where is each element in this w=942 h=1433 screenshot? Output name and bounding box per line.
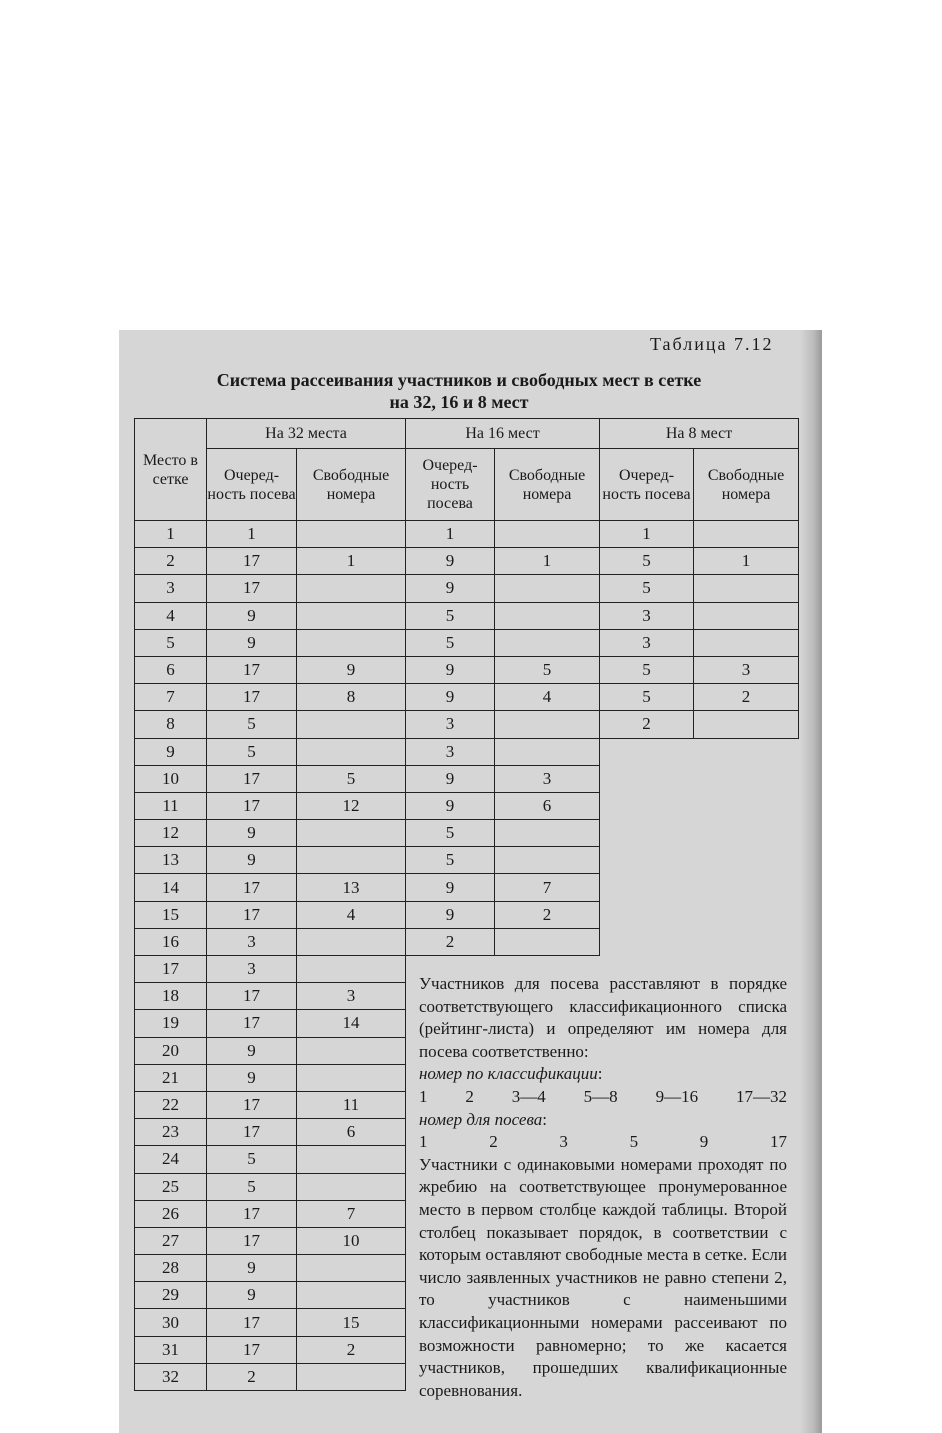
table-row [135, 765, 799, 792]
table-cell: 3 [406, 738, 495, 765]
table-cell: 17 [207, 1227, 297, 1254]
table-row [135, 629, 799, 656]
place-cell: 31 [135, 1336, 207, 1363]
place-cell: 27 [135, 1227, 207, 1254]
table-row [135, 847, 799, 874]
table-cell: 9 [297, 656, 406, 683]
table-cell [495, 820, 600, 847]
header-seed-32: Очеред- ность посева [207, 449, 297, 521]
place-cell: 19 [135, 1010, 207, 1037]
empty-area [600, 847, 799, 874]
place-cell: 6 [135, 656, 207, 683]
table-title-line1: Система рассеивания участников и свободных мест в сетке [216, 370, 702, 390]
table-cell: 9 [406, 575, 495, 602]
table-cell: 3 [406, 711, 495, 738]
table-cell [495, 629, 600, 656]
table-cell: 9 [207, 1255, 297, 1282]
table-cell: 17 [207, 656, 297, 683]
table-cell [297, 956, 406, 983]
table-row [135, 738, 799, 765]
table-cell: 9 [207, 629, 297, 656]
table-cell: 17 [207, 1119, 297, 1146]
table-cell: 14 [297, 1010, 406, 1037]
empty-area [600, 765, 799, 792]
table-cell: 17 [207, 874, 297, 901]
table-cell: 17 [207, 684, 297, 711]
table-row [135, 548, 799, 575]
table-cell: 3 [600, 602, 694, 629]
seed-number-values [419, 1131, 787, 1154]
table-cell [694, 711, 799, 738]
table-cell: 5 [406, 629, 495, 656]
table-cell: 5 [406, 820, 495, 847]
table-cell [495, 575, 600, 602]
table-row [135, 684, 799, 711]
header-group-8: На 8 мест [600, 419, 799, 449]
table-cell [694, 602, 799, 629]
table-cell: 17 [207, 548, 297, 575]
empty-area [600, 820, 799, 847]
table-cell: 17 [207, 901, 297, 928]
table-title-line2: на 32, 16 и 8 мест [389, 392, 529, 412]
table-cell [694, 575, 799, 602]
header-place: Место в сетке [135, 419, 207, 521]
table-cell: 9 [207, 1037, 297, 1064]
empty-area [600, 874, 799, 901]
table-cell: 9 [207, 820, 297, 847]
table-cell [297, 847, 406, 874]
place-cell: 3 [135, 575, 207, 602]
table-row [135, 928, 799, 955]
table-cell [297, 1255, 406, 1282]
class-number-value: 17—32 [735, 1086, 787, 1106]
table-cell [297, 711, 406, 738]
table-cell [297, 575, 406, 602]
table-cell: 5 [600, 575, 694, 602]
table-cell: 9 [406, 548, 495, 575]
class-number-value: 2 [465, 1086, 474, 1106]
table-cell: 6 [297, 1119, 406, 1146]
table-cell [694, 521, 799, 548]
table-cell: 4 [495, 684, 600, 711]
table-cell: 9 [207, 847, 297, 874]
table-cell: 5 [207, 1173, 297, 1200]
table-cell: 5 [207, 1146, 297, 1173]
seed-number-label: номер для посева [419, 1109, 543, 1129]
header-free-32: Свободные номера [297, 449, 406, 521]
place-cell: 26 [135, 1200, 207, 1227]
table-cell: 12 [297, 792, 406, 819]
table-row [135, 575, 799, 602]
place-cell: 15 [135, 901, 207, 928]
seed-number-value: 1 [419, 1132, 428, 1152]
seed-number-value: 2 [489, 1132, 498, 1152]
class-number-values [419, 1086, 787, 1109]
table-cell: 9 [406, 684, 495, 711]
table-cell [297, 820, 406, 847]
seed-number-value: 5 [629, 1132, 639, 1152]
table-cell: 5 [406, 602, 495, 629]
table-cell: 2 [207, 1363, 297, 1390]
empty-area [600, 928, 799, 955]
table-cell [495, 602, 600, 629]
place-cell: 10 [135, 765, 207, 792]
place-cell: 30 [135, 1309, 207, 1336]
table-cell: 2 [694, 684, 799, 711]
table-cell: 5 [495, 656, 600, 683]
binding-shadow [800, 330, 822, 1433]
table-cell: 2 [600, 711, 694, 738]
table-cell: 17 [207, 792, 297, 819]
place-cell: 14 [135, 874, 207, 901]
class-number-value: 3—4 [511, 1086, 546, 1106]
header-seed-8: Очеред- ность посева [600, 449, 694, 521]
table-cell [694, 629, 799, 656]
table-cell [297, 1037, 406, 1064]
note-body: Участники с одинаковыми номерами проходят по жребию на соответствующее пронумерованное место в первом столбце каждой таблицы. Второй столбец показывает порядок, в соответствии с которым оставляют свободные места в сетке. Если число заявленных участников не равно степени 2, то участников с наименьшими классификационными номерами рассеивают по возможности равномерно; то же касается участников, прошедших квалификационные соревнования. [419, 1154, 787, 1400]
place-cell: 28 [135, 1255, 207, 1282]
table-row [135, 602, 799, 629]
seed-number-value: 3 [559, 1132, 568, 1152]
place-cell: 20 [135, 1037, 207, 1064]
scanned-page [119, 330, 822, 1433]
class-number-label: номер по классификации [419, 1064, 598, 1084]
table-cell: 9 [207, 602, 297, 629]
seed-number-value: 9 [699, 1132, 709, 1152]
place-cell: 22 [135, 1091, 207, 1118]
place-cell: 16 [135, 928, 207, 955]
table-cell: 3 [600, 629, 694, 656]
table-row [135, 656, 799, 683]
table-cell: 1 [600, 521, 694, 548]
table-cell: 17 [207, 1336, 297, 1363]
table-cell: 3 [297, 983, 406, 1010]
table-row [135, 820, 799, 847]
place-cell: 8 [135, 711, 207, 738]
table-cell [297, 629, 406, 656]
table-cell: 3 [694, 656, 799, 683]
note-intro: Участников для посева расставляют в порядке соответствующего классификационного списка (рейтинг-листа) и определяют им номера для посева соответственно: [419, 974, 787, 1061]
place-cell: 1 [135, 521, 207, 548]
table-cell: 7 [495, 874, 600, 901]
table-cell: 9 [406, 874, 495, 901]
table-cell [495, 711, 600, 738]
table-row [135, 521, 799, 548]
table-cell: 5 [600, 684, 694, 711]
header-free-8: Свободные номера [694, 449, 799, 521]
table-row [135, 901, 799, 928]
header-group-16: На 16 мест [406, 419, 600, 449]
class-number-value: 5—8 [583, 1086, 618, 1106]
table-cell [297, 738, 406, 765]
table-cell: 10 [297, 1227, 406, 1254]
place-cell: 2 [135, 548, 207, 575]
table-cell: 5 [207, 738, 297, 765]
table-cell: 3 [207, 928, 297, 955]
place-cell: 11 [135, 792, 207, 819]
table-cell: 2 [495, 901, 600, 928]
empty-area [600, 738, 799, 765]
table-cell [495, 928, 600, 955]
table-cell: 11 [297, 1091, 406, 1118]
table-cell: 1 [207, 521, 297, 548]
table-cell: 17 [207, 1010, 297, 1037]
table-cell [495, 738, 600, 765]
table-cell: 5 [207, 711, 297, 738]
table-cell: 1 [495, 548, 600, 575]
table-cell: 8 [297, 684, 406, 711]
table-cell: 17 [207, 1309, 297, 1336]
table-cell [495, 521, 600, 548]
table-cell [297, 1173, 406, 1200]
table-cell: 2 [297, 1336, 406, 1363]
table-cell: 9 [406, 901, 495, 928]
table-cell: 17 [207, 765, 297, 792]
table-cell [297, 521, 406, 548]
header-seed-16: Очеред- ность посева [406, 449, 495, 521]
table-cell: 17 [207, 1200, 297, 1227]
table-cell: 5 [406, 847, 495, 874]
table-cell: 15 [297, 1309, 406, 1336]
place-cell: 21 [135, 1064, 207, 1091]
table-cell: 1 [694, 548, 799, 575]
table-cell: 9 [406, 765, 495, 792]
table-cell [297, 1064, 406, 1091]
table-cell: 5 [600, 548, 694, 575]
place-cell: 18 [135, 983, 207, 1010]
table-cell: 9 [207, 1064, 297, 1091]
table-cell: 3 [207, 956, 297, 983]
table-row [135, 874, 799, 901]
place-cell: 7 [135, 684, 207, 711]
header-free-16: Свободные номера [495, 449, 600, 521]
table-cell [297, 928, 406, 955]
class-number-value: 9—16 [655, 1086, 699, 1106]
table-row [135, 711, 799, 738]
place-cell: 23 [135, 1119, 207, 1146]
class-number-value: 1 [419, 1086, 428, 1106]
table-number: Таблица 7.12 [650, 334, 774, 354]
table-cell [297, 1363, 406, 1390]
table-cell: 2 [406, 928, 495, 955]
table-cell: 9 [207, 1282, 297, 1309]
table-cell: 7 [297, 1200, 406, 1227]
place-cell: 32 [135, 1363, 207, 1390]
header-group-32: На 32 места [207, 419, 406, 449]
table-cell: 9 [406, 656, 495, 683]
place-cell: 29 [135, 1282, 207, 1309]
place-cell: 4 [135, 602, 207, 629]
empty-area [600, 901, 799, 928]
table-cell: 17 [207, 575, 297, 602]
place-cell: 25 [135, 1173, 207, 1200]
empty-area [600, 792, 799, 819]
table-cell: 17 [207, 983, 297, 1010]
table-cell [297, 602, 406, 629]
table-cell: 1 [297, 548, 406, 575]
seed-number-value: 17 [769, 1132, 787, 1152]
table-cell [297, 1282, 406, 1309]
table-cell: 5 [297, 765, 406, 792]
table-cell: 13 [297, 874, 406, 901]
place-cell: 13 [135, 847, 207, 874]
explanatory-note: Участников для посева расставляют в порядке соответствующего классификационного списка (рейтинг-листа) и определяют им номера для посева соответственно: номер по классификации: 1 2 3—4 5—8 9—16 17—32 номер для посева: 1 2 3 5 9 17 Участники с одинаковыми номерами проходят по жребию на соответствующее пронумерованное место в первом столбце каждой таблицы. Второй столбец показывает порядок, в соответствии с которым оставляют свободные места в сетке. Если число заявленных участников не равно степени 2, то участников с наименьшими классификационными номерами рассеивают по возможности равномерно; то же касается участников, прошедших квалификационные соревнования. [419, 973, 787, 1402]
table-cell: 5 [600, 656, 694, 683]
table-cell: 9 [406, 792, 495, 819]
table-cell: 17 [207, 1091, 297, 1118]
table-cell: 4 [297, 901, 406, 928]
table-cell [297, 1146, 406, 1173]
table-cell: 3 [495, 765, 600, 792]
place-cell: 5 [135, 629, 207, 656]
place-cell: 12 [135, 820, 207, 847]
place-cell: 9 [135, 738, 207, 765]
place-cell: 24 [135, 1146, 207, 1173]
place-cell: 17 [135, 956, 207, 983]
table-row [135, 792, 799, 819]
table-cell [495, 847, 600, 874]
table-cell: 6 [495, 792, 600, 819]
table-cell: 1 [406, 521, 495, 548]
